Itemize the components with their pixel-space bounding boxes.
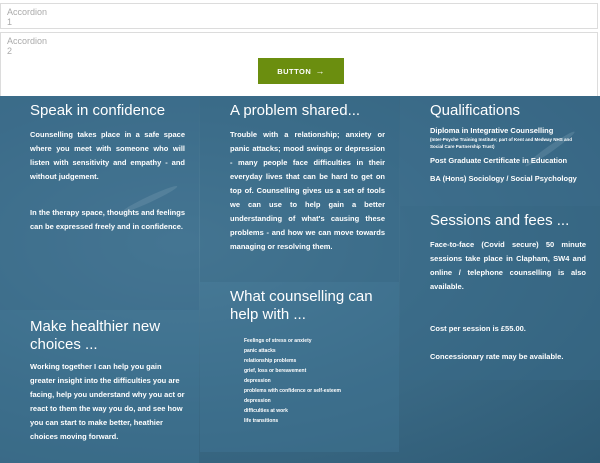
list-item: life transitions [244, 418, 279, 424]
list-item: depression [244, 398, 271, 404]
qualification-ba: BA (Hons) Sociology / Social Psychology [430, 174, 577, 183]
session-concession: Concessionary rate may be available. [430, 352, 564, 361]
help-list [244, 336, 385, 426]
button-label: BUTTON [277, 66, 312, 76]
panel-title: Sessions and fees ... [430, 212, 570, 229]
panel-what-counselling-helps [200, 282, 399, 452]
list-item: problems with confidence or self-esteem [244, 388, 341, 394]
accordion-label: Accordion 2 [7, 36, 48, 56]
panel-healthier-choices [0, 310, 199, 463]
panel-problem-shared [200, 96, 399, 282]
list-item: difficulties at work [244, 408, 288, 414]
panel-qualifications [400, 96, 600, 206]
panel-title: A problem shared... [230, 102, 361, 119]
accordion-label: Accordion 1 [7, 7, 48, 27]
panel-title: Make healthier new choices ... [30, 318, 161, 353]
list-item: depression [244, 378, 271, 384]
list-item: Feelings of stress or anxiety [244, 338, 312, 344]
panel-paragraph: Counselling takes place in a safe space where you meet with someone who will listen with sensitivity and empathy - and without judgement. [30, 130, 185, 181]
arrow-right-icon: → [315, 66, 325, 76]
list-item: grief, loss or bereavement [244, 368, 307, 374]
accordion-2[interactable] [0, 32, 598, 96]
panel-title: Qualifications [430, 102, 521, 119]
qualification-note: (Inter-Psyche Training Institute; part of Kent and Medway NHS and Social Care Partnership Trust) [430, 137, 573, 149]
list-item: panic attacks [244, 348, 276, 354]
panel-speak-in-confidence [0, 96, 199, 310]
panel-paragraph: Face-to-face (Covid secure) 50 minute sessions take place in Clapham, SW4 and online / telephone counselling is also available. [430, 240, 586, 291]
main-button[interactable] [258, 58, 344, 84]
panel-title: Speak in confidence [30, 102, 166, 119]
qualification-pgce: Post Graduate Certificate in Education [430, 156, 568, 165]
accordion-1[interactable] [0, 3, 598, 29]
panel-title: What counselling can help with ... [230, 288, 373, 323]
panel-paragraph: Trouble with a relationship; anxiety or panic attacks; mood swings or depression - many people face difficulties in their everyday lives that can be hard to get on top of. Counselling gives us a set of tools we can use to help gain a better understanding of what's causing these problems - and how we can move towards managing or resolving them. [230, 130, 385, 251]
panel-paragraph: Working together I can help you gain greater insight into the difficulties you are facing, help you understand why you act or react to them the way you do, and see how you can start to make better, heathier choices moving forward. [30, 362, 185, 441]
session-cost: Cost per session is £55.00. [430, 324, 526, 333]
panel-paragraph: In the therapy space, thoughts and feelings can be expressed freely and in confidence. [30, 208, 185, 231]
panel-sessions-fees [400, 206, 600, 380]
list-item: relationship problems [244, 358, 297, 364]
qualification-diploma: Diploma in Integrative Counselling [430, 126, 554, 135]
